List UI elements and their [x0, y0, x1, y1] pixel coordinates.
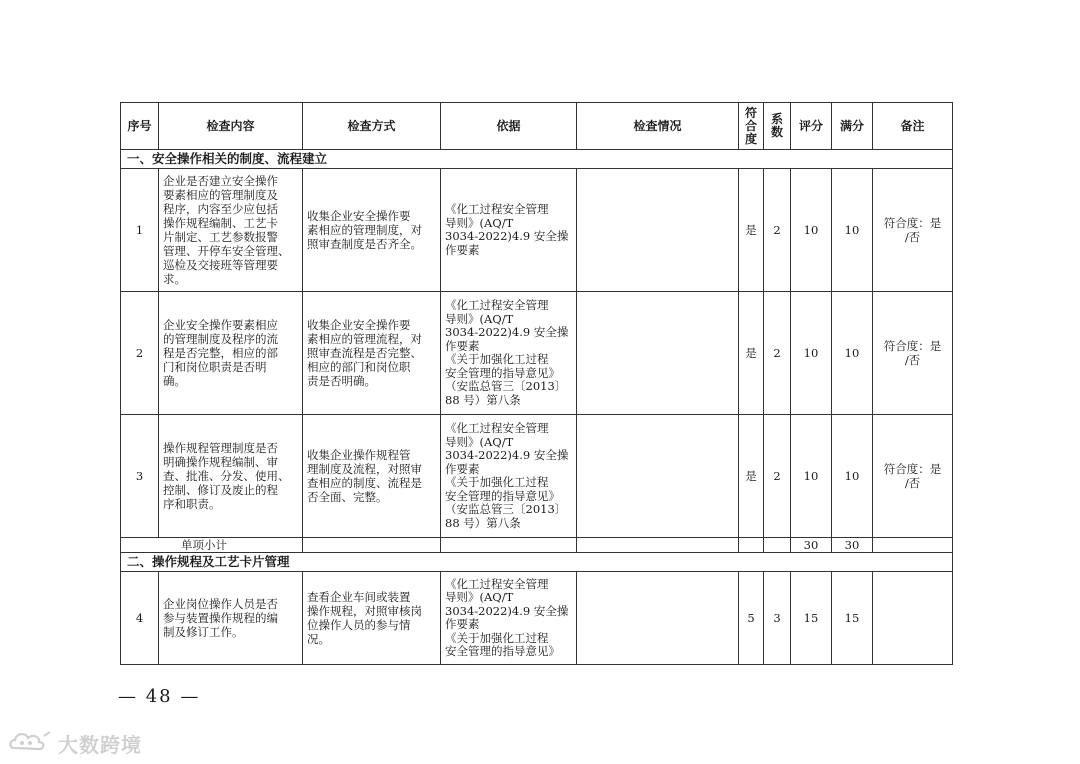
section-title: 一、安全操作相关的制度、流程建立 [121, 150, 953, 169]
cell-situation [577, 572, 739, 665]
header-remark: 备注 [873, 103, 953, 150]
cell-coef: 2 [764, 415, 791, 538]
cloud-logo-icon [8, 728, 52, 758]
cell-conformity: 是 [739, 415, 764, 538]
cell-score: 15 [791, 572, 832, 665]
table-row [121, 572, 953, 665]
subtotal-empty [764, 538, 791, 553]
header-full: 满分 [832, 103, 873, 150]
table-row [121, 415, 953, 538]
cell-content: 企业岗位操作人员是否 参与装置操作规程的编 制及修订工作。 [159, 572, 303, 665]
table-row [121, 169, 953, 292]
subtotal-label: 单项小计 [121, 538, 303, 553]
subtotal-empty [739, 538, 764, 553]
cell-basis: 《化工过程安全管理 导则》(AQ/T 3034-2022)4.9 安全操 作要素 《关于加强化工过程 安全管理的指导意见》 （安监总管三〔2013〕 88 号）第八条 [441, 292, 577, 415]
inspection-table [120, 102, 953, 665]
cell-remark: 符合度：是 /否 [873, 415, 953, 538]
watermark-text: 大数跨境 [58, 732, 142, 757]
subtotal-empty [873, 538, 953, 553]
section-title: 二、操作规程及工艺卡片管理 [121, 553, 953, 572]
table-row [121, 292, 953, 415]
cell-situation [577, 415, 739, 538]
cell-remark [873, 572, 953, 665]
table-header-row [121, 103, 953, 150]
cell-content: 企业安全操作要素相应 的管理制度及程序的流 程是否完整，相应的部 门和岗位职责是否明 确。 [159, 292, 303, 415]
cell-full: 10 [832, 415, 873, 538]
cell-seq: 1 [121, 169, 159, 292]
cell-method: 收集企业安全操作要 素相应的管理制度，对 照审查制度是否齐全。 [303, 169, 441, 292]
cell-situation [577, 292, 739, 415]
cell-basis: 《化工过程安全管理 导则》(AQ/T 3034-2022)4.9 安全操 作要素 《关于加强化工过程 安全管理的指导意见》 [441, 572, 577, 665]
cell-score: 10 [791, 169, 832, 292]
cell-seq: 3 [121, 415, 159, 538]
subtotal-empty [303, 538, 441, 553]
cell-seq: 2 [121, 292, 159, 415]
cell-conformity: 5 [739, 572, 764, 665]
cell-seq: 4 [121, 572, 159, 665]
cell-remark: 符合度：是 /否 [873, 169, 953, 292]
cell-coef: 2 [764, 169, 791, 292]
cell-score: 10 [791, 292, 832, 415]
subtotal-full: 30 [832, 538, 873, 553]
header-situation: 检查情况 [577, 103, 739, 150]
cell-method: 收集企业安全操作要 素相应的管理流程，对 照审查流程是否完整、 相应的部门和岗位职 责是否明确。 [303, 292, 441, 415]
cell-method: 收集企业操作规程管 理制度及流程，对照审 查相应的制度、流程是 否全面、完整。 [303, 415, 441, 538]
header-content: 检查内容 [159, 103, 303, 150]
cell-method: 查看企业车间或装置 操作规程，对照审核岗 位操作人员的参与情 况。 [303, 572, 441, 665]
cell-full: 10 [832, 292, 873, 415]
cell-score: 10 [791, 415, 832, 538]
cell-content: 企业是否建立安全操作 要素相应的管理制度及 程序，内容至少应包括 操作规程编制、工艺卡 片制定、工艺参数报警 管理、开停车安全管理、 巡检及交接班等管理要 求。 [159, 169, 303, 292]
cell-coef: 3 [764, 572, 791, 665]
header-conformity: 符 合 度 [739, 103, 764, 150]
header-coef: 系 数 [764, 103, 791, 150]
cell-conformity: 是 [739, 169, 764, 292]
subtotal-score: 30 [791, 538, 832, 553]
section-row-2 [121, 553, 953, 572]
subtotal-empty [577, 538, 739, 553]
cell-remark: 符合度：是 /否 [873, 292, 953, 415]
subtotal-row [121, 538, 953, 553]
header-score: 评分 [791, 103, 832, 150]
watermark [8, 728, 142, 758]
cell-coef: 2 [764, 292, 791, 415]
section-row-1 [121, 150, 953, 169]
cell-basis: 《化工过程安全管理 导则》(AQ/T 3034-2022)4.9 安全操 作要素 [441, 169, 577, 292]
cell-conformity: 是 [739, 292, 764, 415]
header-basis: 依据 [441, 103, 577, 150]
cell-full: 10 [832, 169, 873, 292]
header-seq: 序号 [121, 103, 159, 150]
header-method: 检查方式 [303, 103, 441, 150]
cell-content: 操作规程管理制度是否 明确操作规程编制、审 查、批准、分发、使用、 控制、修订及废止的程 序和职责。 [159, 415, 303, 538]
cell-situation [577, 169, 739, 292]
cell-basis: 《化工过程安全管理 导则》(AQ/T 3034-2022)4.9 安全操 作要素 《关于加强化工过程 安全管理的指导意见》 （安监总管三〔2013〕 88 号）第八条 [441, 415, 577, 538]
page-number: — 48 — [118, 686, 201, 707]
subtotal-empty [441, 538, 577, 553]
cell-full: 15 [832, 572, 873, 665]
